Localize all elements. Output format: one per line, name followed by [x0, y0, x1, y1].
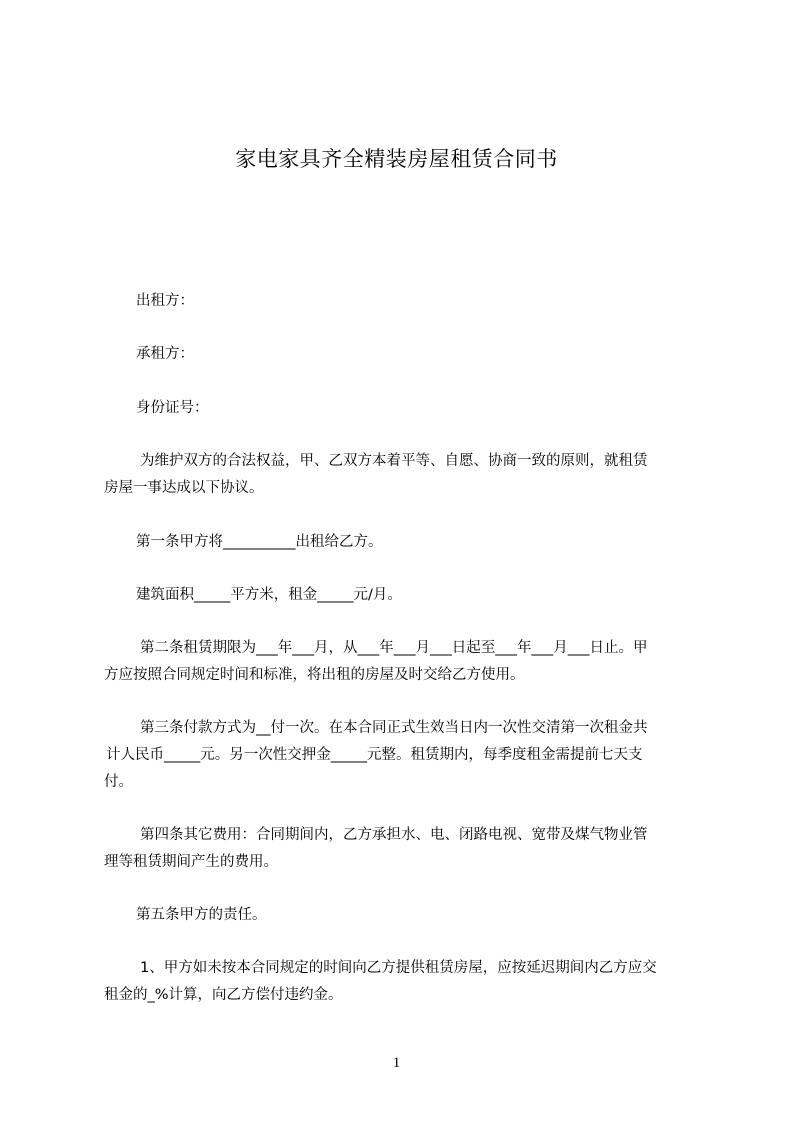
area-and-rent: 建筑面积_____平方米，租金_____元/月。	[136, 587, 402, 603]
article-3-paragraph	[104, 715, 716, 796]
article-4-line-1: 第四条其它费用：合同期间内，乙方承担水、电、闭路电视、宽带及煤气物业管	[140, 827, 648, 843]
clause-1-line-2: 租金的_%计算，向乙方偿付违约金。	[104, 987, 343, 1003]
article-4-line-2: 理等租赁期间产生的费用。	[104, 854, 278, 870]
article-3-line-3: 付。	[104, 774, 133, 790]
article-3-line-2: 计人民币_____元。另一次性交押金_____元整。租赁期内，每季度租金需提前七天支	[106, 747, 643, 763]
article-3-line-1: 第三条付款方式为__付一次。在本合同正式生效当日内一次性交清第一次租金共	[140, 720, 648, 736]
lessor-label: 出租方：	[136, 293, 194, 309]
article-1: 第一条甲方将__________出租给乙方。	[136, 534, 383, 550]
article-2-line-2: 方应按照合同规定时间和标准，将出租的房屋及时交给乙方使用。	[104, 667, 525, 683]
article-2-line-1: 第二条租赁期限为___年___月，从___年___月___日起至___年___月___日止。甲	[140, 640, 648, 656]
intro-line-1: 为维护双方的合法权益，甲、乙双方本着平等、自愿、协商一致的原则，就租赁	[140, 453, 648, 469]
intro-line-2: 房屋一事达成以下协议。	[104, 480, 264, 496]
page-number: 1	[392, 1055, 401, 1071]
document-title: 家电家具齐全精装房屋租赁合同书	[235, 147, 558, 171]
clause-1-line-1: 1、甲方如未按本合同规定的时间向乙方提供租赁房屋，应按延迟期间内乙方应交	[140, 960, 657, 976]
clause-1-paragraph	[104, 955, 716, 1009]
lessee-label: 承租方：	[136, 346, 194, 362]
article-2-paragraph	[104, 635, 716, 689]
intro-paragraph	[104, 448, 716, 502]
article-5: 第五条甲方的责任。	[136, 907, 267, 923]
id-number-label: 身份证号：	[136, 400, 209, 416]
article-4-paragraph	[104, 822, 716, 876]
